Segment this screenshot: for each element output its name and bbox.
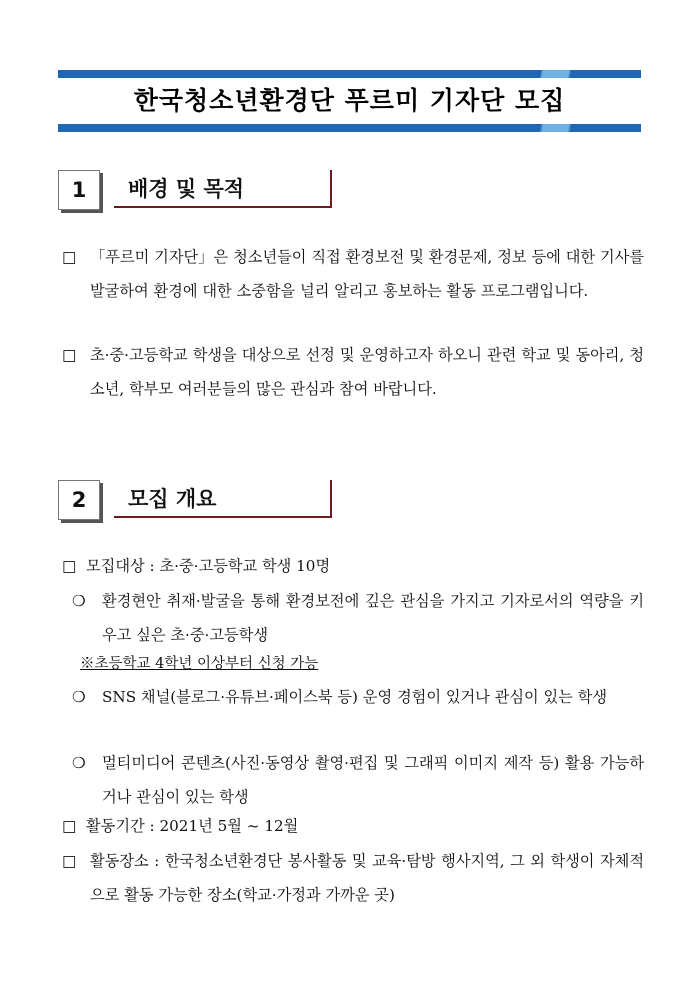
title-bar-bottom xyxy=(58,124,641,132)
title-bar-top xyxy=(58,70,641,78)
activity-place-text: 활동장소 : 한국청소년환경단 봉사활동 및 교육·탐방 행사지역, 그 외 학생이 자체적으로 활동 가능한 장소(학교·가정과 가까운 곳) xyxy=(90,852,644,904)
section-2-title: 모집 개요 xyxy=(114,480,332,518)
section-2-number: 2 xyxy=(58,480,100,520)
activity-place xyxy=(62,844,644,912)
checkbox-bullet-icon: □ xyxy=(62,817,77,835)
circle-bullet-icon: ❍ xyxy=(72,592,86,610)
document-title: 한국청소년환경단 푸르미 기자단 모집 xyxy=(133,86,566,115)
section-1-item-2 xyxy=(62,338,644,406)
activity-period-text: 활동기간 : 2021년 5월 ~ 12월 xyxy=(86,817,299,835)
circle-bullet-icon: ❍ xyxy=(72,754,86,772)
target-subitem-3 xyxy=(72,746,644,814)
activity-period xyxy=(62,810,298,842)
target-subitem-2-text: SNS 채널(블로그·유튜브·페이스북 등) 운영 경험이 있거나 관심이 있는 학생 xyxy=(102,688,608,706)
checkbox-bullet-icon: □ xyxy=(62,248,77,266)
section-1-item-1-text: 「푸르미 기자단」은 청소년들이 직접 환경보전 및 환경문제, 정보 등에 대한 기사를 발굴하여 환경에 대한 소중함을 널리 알리고 홍보하는 활동 프로그램입니다. xyxy=(90,248,644,300)
checkbox-bullet-icon: □ xyxy=(62,852,77,870)
recruit-target-text: 모집대상 : 초·중·고등학교 학생 10명 xyxy=(86,557,331,575)
recruit-target xyxy=(62,550,330,582)
circle-bullet-icon: ❍ xyxy=(72,688,86,706)
target-subitem-1-text: 환경현안 취재·발굴을 통해 환경보전에 깊은 관심을 가지고 기자로서의 역량을 키우고 싶은 초·중·고등학생 xyxy=(102,592,644,644)
checkbox-bullet-icon: □ xyxy=(62,557,77,575)
checkbox-bullet-icon: □ xyxy=(62,346,77,364)
section-1-item-2-text: 초·중·고등학교 학생을 대상으로 선정 및 운영하고자 하오니 관련 학교 및 동아리, 청소년, 학부모 여러분들의 많은 관심과 참여 바랍니다. xyxy=(90,346,644,398)
section-1-item-1 xyxy=(62,240,644,308)
target-subitem-1 xyxy=(72,584,644,652)
section-1-number: 1 xyxy=(58,170,100,210)
section-1-title: 배경 및 목적 xyxy=(114,170,332,208)
eligibility-note: ※초등학교 4학년 이상부터 신청 가능 xyxy=(80,656,319,672)
target-subitem-2 xyxy=(72,680,644,714)
target-subitem-3-text: 멀티미디어 콘텐츠(사진·동영상 촬영·편집 및 그래픽 이미지 제작 등) 활용 가능하거나 관심이 있는 학생 xyxy=(102,754,644,806)
